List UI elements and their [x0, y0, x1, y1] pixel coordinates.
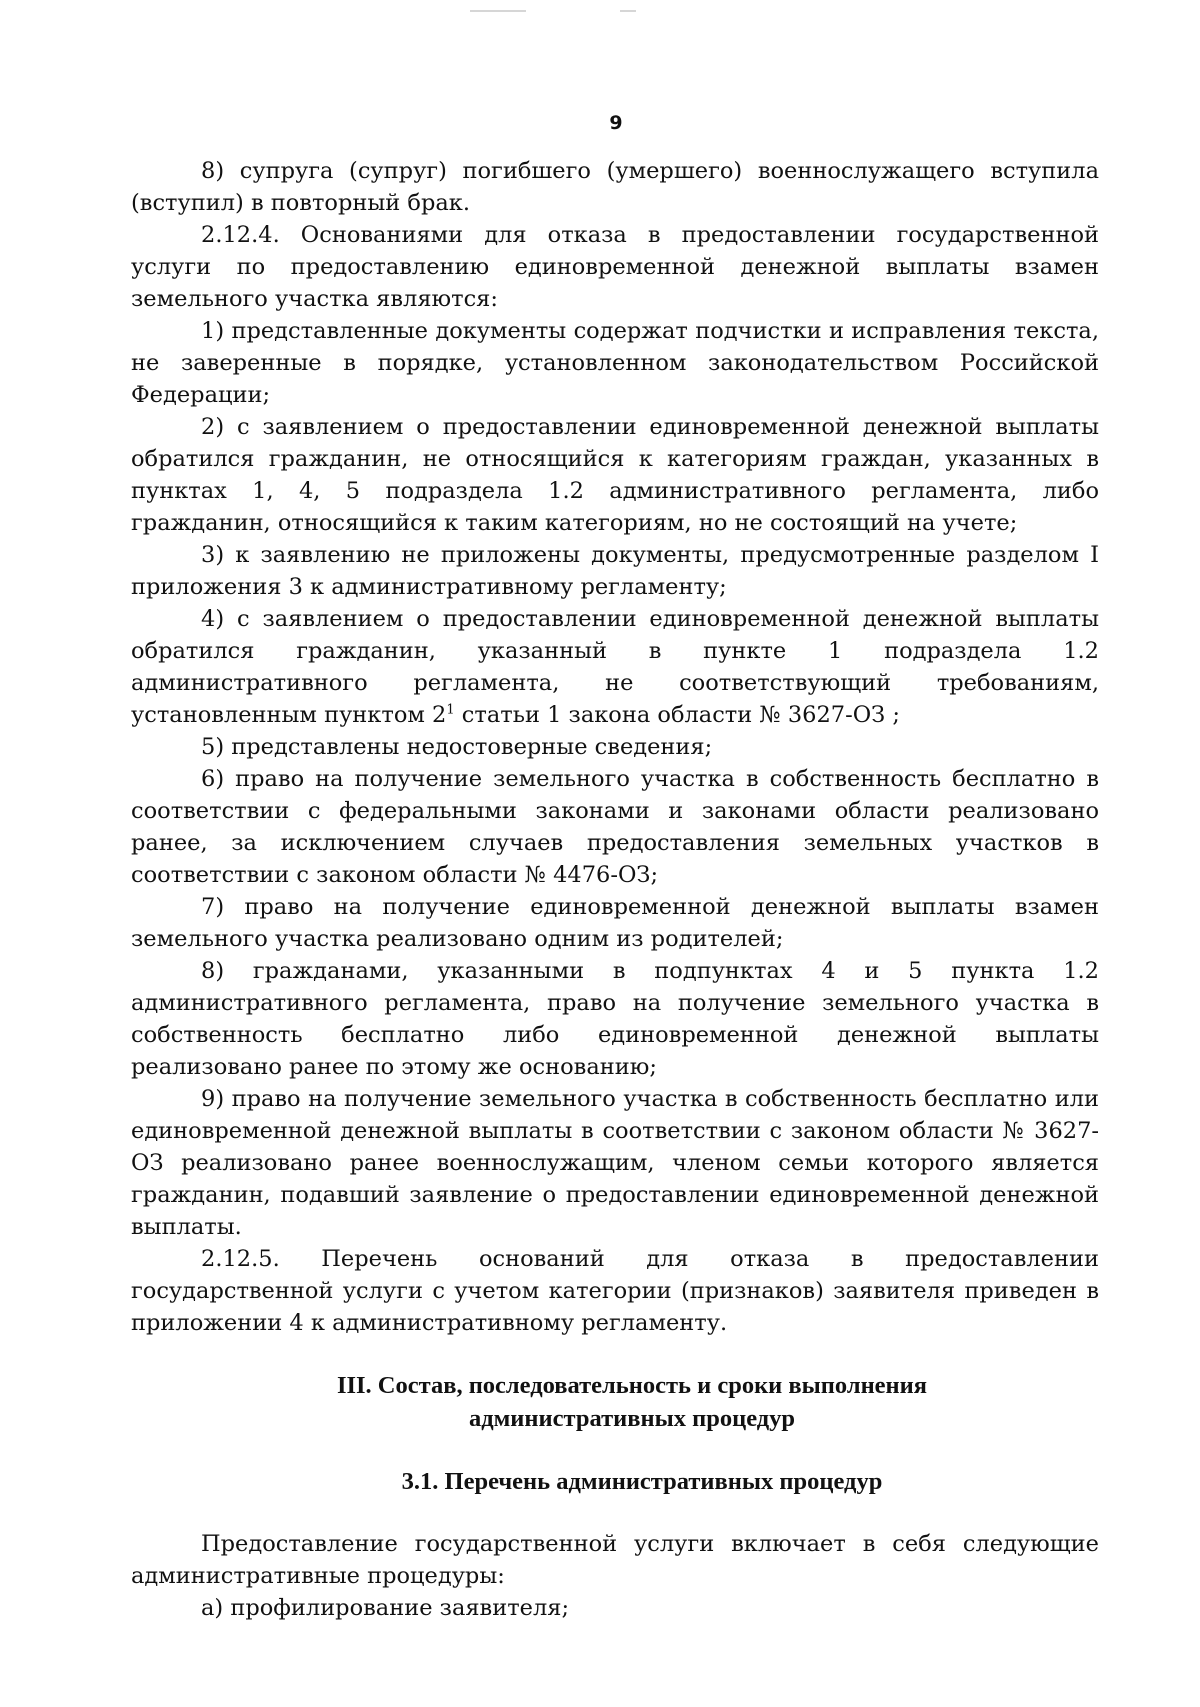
- refusal-ground-1: 1) представленные документы содержат подчистки и исправления текста, не заверенные в порядке, установленном законодательством Российской Федерации;: [131, 318, 1099, 408]
- document-body: [131, 155, 1099, 1624]
- clause-2-12-5: 2.12.5. Перечень оснований для отказа в предоставлении государственной услуги с учетом категории (признаков) заявителя приведен в приложении 4 к административному регламенту.: [131, 1246, 1099, 1336]
- refusal-ground-4: [131, 603, 1099, 731]
- refusal-ground-2: 2) с заявлением о предоставлении единовременной денежной выплаты обратился гражданин, не относящийся к категориям граждан, указанных в пунктах 1, 4, 5 подраздела 1.2 административного регламента, либо гражданин, относящийся к таким категориям, но не состоящий на учете;: [131, 414, 1099, 536]
- page-number: 9: [609, 112, 623, 134]
- subsection-heading: 3.1. Перечень административных процедур: [401, 1468, 883, 1495]
- refusal-ground-8: 8) гражданами, указанными в подпунктах 4 и 5 пункта 1.2 административного регламента, право на получение земельного участка в собственность бесплатно либо единовременной денежной выплаты реализовано ранее по этому же основанию;: [131, 958, 1099, 1080]
- refusal-ground-4-text: 4) с заявлением о предоставлении единовременной денежной выплаты обратился гражданин, указанный в пункте 1 подраздела 1.2 административного регламента, не соответствующий требованиям, установленным пунктом 2: [131, 606, 1099, 728]
- refusal-ground-5: 5) представлены недостоверные сведения;: [201, 734, 713, 760]
- scan-artifact: [470, 10, 526, 12]
- refusal-ground-4-text-end: статьи 1 закона области № 3627-ОЗ ;: [454, 702, 900, 728]
- section-heading-line-1: III. Состав, последовательность и сроки выполнения: [336, 1372, 928, 1399]
- refusal-ground-9: 9) право на получение земельного участка в собственность бесплатно или единовременной денежной выплаты в соответствии с законом области № 3627-ОЗ реализовано ранее военнослужащим, членом семьи которого является гражданин, подавший заявление о предоставлении единовременной денежной выплаты.: [131, 1086, 1099, 1240]
- clause-2-12-4: 2.12.4. Основаниями для отказа в предоставлении государственной услуги по предоставлению единовременной денежной выплаты взамен земельного участка являются:: [131, 222, 1099, 312]
- refusal-ground-3: 3) к заявлению не приложены документы, предусмотренные разделом I приложения 3 к административному регламенту;: [131, 542, 1099, 600]
- section-heading-line-2: административных процедур: [468, 1405, 796, 1432]
- scan-artifact: [620, 10, 636, 12]
- refusal-ground-6: 6) право на получение земельного участка в собственность бесплатно в соответствии с федеральными законами и законами области реализовано ранее, за исключением случаев предоставления земельных участков в соответствии с законом области № 4476-ОЗ;: [131, 766, 1099, 888]
- procedure-item-a: а) профилирование заявителя;: [201, 1595, 570, 1621]
- procedures-intro: Предоставление государственной услуги включает в себя следующие административные процедуры:: [131, 1531, 1099, 1589]
- section-heading: [131, 1369, 1099, 1435]
- list-item-8-spouse: 8) супруга (супруг) погибшего (умершего) военнослужащего вступила (вступил) в повторный брак.: [131, 158, 1099, 216]
- superscript: 1: [446, 702, 455, 718]
- refusal-ground-7: 7) право на получение единовременной денежной выплаты взамен земельного участка реализовано одним из родителей;: [131, 894, 1099, 952]
